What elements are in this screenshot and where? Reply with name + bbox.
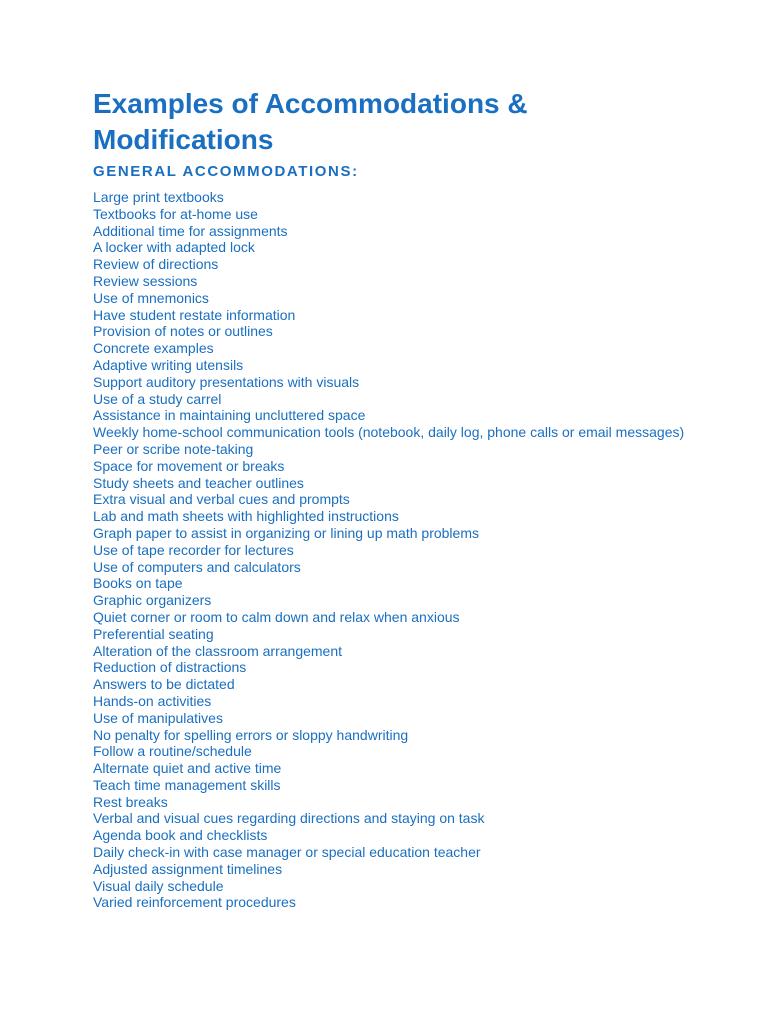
- list-item: Use of tape recorder for lectures: [93, 541, 294, 558]
- list-item: Quiet corner or room to calm down and relax when anxious: [93, 608, 460, 625]
- section-heading: GENERAL ACCOMMODATIONS:: [93, 163, 359, 180]
- list-item: Large print textbooks: [93, 189, 224, 205]
- list-item: Review of directions: [93, 256, 219, 273]
- list-item: Use of a study carrel: [93, 390, 222, 407]
- list-item: Follow a routine/schedule: [93, 743, 252, 760]
- list-item: A locker with adapted lock: [93, 239, 255, 256]
- list-item: Use of mnemonics: [93, 289, 209, 306]
- list-item: Weekly home-school communication tools (notebook, daily log, phone calls or email messages): [93, 424, 685, 441]
- list-item: Space for movement or breaks: [93, 457, 285, 474]
- document-page: [93, 86, 733, 911]
- list-item: Additional time for assignments: [93, 222, 288, 239]
- list-item: Daily check-in with case manager or special education teacher: [93, 844, 481, 861]
- list-item: Verbal and visual cues regarding directions and staying on task: [93, 810, 485, 827]
- list-item: Varied reinforcement procedures: [93, 894, 296, 911]
- list-item: Alternate quiet and active time: [93, 760, 282, 777]
- list-item: Agenda book and checklists: [93, 827, 268, 844]
- list-item: Extra visual and verbal cues and prompts: [93, 491, 350, 508]
- list-item: Textbooks for at-home use: [93, 205, 258, 222]
- list-item: Review sessions: [93, 272, 198, 289]
- accommodations-list: [93, 189, 733, 911]
- list-item: Preferential seating: [93, 625, 214, 642]
- list-item: Use of manipulatives: [93, 709, 223, 726]
- list-item: Books on tape: [93, 575, 183, 592]
- list-item: Adaptive writing utensils: [93, 356, 244, 373]
- title-line-2: Modifications: [93, 124, 274, 155]
- list-item: Lab and math sheets with highlighted instructions: [93, 508, 399, 525]
- list-item: Support auditory presentations with visuals: [93, 373, 360, 390]
- list-item: Hands-on activities: [93, 692, 212, 709]
- list-item: Reduction of distractions: [93, 659, 247, 676]
- list-item: Graph paper to assist in organizing or lining up math problems: [93, 524, 479, 541]
- list-item: Have student restate information: [93, 306, 296, 323]
- list-item: No penalty for spelling errors or sloppy handwriting: [93, 726, 409, 743]
- list-item: Provision of notes or outlines: [93, 323, 273, 340]
- list-item: Rest breaks: [93, 793, 168, 810]
- list-item: Visual daily schedule: [93, 877, 224, 894]
- document-title: [93, 86, 733, 158]
- list-item: Alteration of the classroom arrangement: [93, 642, 343, 659]
- list-item: Use of computers and calculators: [93, 558, 301, 575]
- list-item: Adjusted assignment timelines: [93, 860, 283, 877]
- list-item: Assistance in maintaining uncluttered space: [93, 407, 366, 424]
- list-item: Teach time management skills: [93, 776, 281, 793]
- list-item: Graphic organizers: [93, 592, 212, 609]
- title-line-1: Examples of Accommodations &: [93, 88, 528, 119]
- list-item: Study sheets and teacher outlines: [93, 474, 304, 491]
- list-item: Concrete examples: [93, 340, 214, 357]
- list-item: Peer or scribe note-taking: [93, 440, 254, 457]
- list-item: Answers to be dictated: [93, 676, 235, 693]
